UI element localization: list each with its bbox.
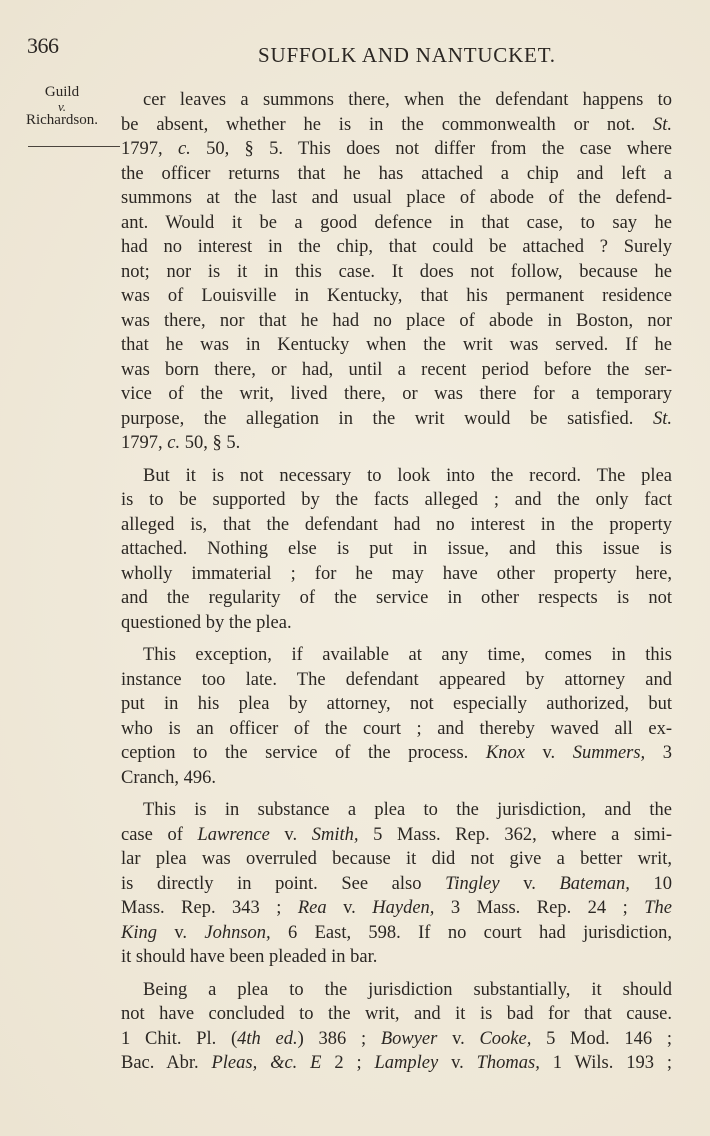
text-line bbox=[121, 211, 672, 236]
text-run: that he was in Kentucky when the writ was served. If he bbox=[121, 335, 672, 355]
italic-text: c. bbox=[177, 139, 191, 159]
italic-text: c. bbox=[167, 433, 181, 453]
italic-text: St. bbox=[652, 408, 672, 429]
text-run: not have concluded to the writ, and it is bad for that cause. bbox=[121, 1004, 672, 1024]
text-line bbox=[121, 921, 672, 946]
italic-text: Cooke, bbox=[479, 1028, 532, 1049]
text-run: case of bbox=[121, 824, 198, 845]
text-run: put in his plea by attorney, not especially authorized, but bbox=[121, 694, 672, 714]
text-line bbox=[121, 186, 672, 211]
text-line bbox=[121, 537, 672, 562]
italic-text: Hayden, bbox=[372, 898, 435, 918]
body-text bbox=[121, 88, 672, 1084]
italic-text: Lampley bbox=[374, 1053, 439, 1073]
text-run: v. bbox=[269, 824, 312, 845]
text-run: is to be supported by the facts alleged ; and the only fact bbox=[121, 490, 672, 510]
margin-rule bbox=[28, 146, 120, 147]
paragraph bbox=[121, 643, 672, 790]
text-run: cer leaves a summons there, when the defendant happens to bbox=[143, 90, 672, 110]
text-run: Bac. Abr. bbox=[121, 1053, 212, 1073]
text-run: 5 Mass. Rep. 362, where a simi- bbox=[358, 824, 672, 845]
text-run: ception to the service of the process. bbox=[121, 743, 486, 763]
text-run: alleged is, that the defendant had no interest in the property bbox=[121, 514, 672, 535]
text-line bbox=[121, 643, 672, 668]
margin-defendant: Richardson. bbox=[25, 112, 99, 128]
text-line bbox=[121, 1051, 672, 1076]
text-run: 1797, bbox=[121, 433, 168, 453]
text-line bbox=[121, 692, 672, 717]
text-run: summons at the last and usual place of abode of the defend- bbox=[121, 188, 672, 208]
running-title: SUFFOLK AND NANTUCKET. bbox=[258, 43, 556, 67]
text-line bbox=[121, 162, 672, 187]
text-run: ) 386 ; bbox=[297, 1028, 381, 1049]
text-run: v. bbox=[437, 1028, 480, 1049]
text-line bbox=[121, 284, 672, 309]
text-run: was there, nor that he had no place of abode in Boston, nor bbox=[121, 310, 672, 331]
text-run: 5 Mod. 146 ; bbox=[531, 1028, 672, 1049]
text-run: wholly immaterial ; for he may have other property here, bbox=[121, 563, 672, 584]
text-line bbox=[121, 847, 672, 872]
italic-text: Lawrence bbox=[197, 824, 270, 845]
text-run: not; nor is it in this case. It does not follow, because he bbox=[121, 261, 672, 282]
text-line bbox=[121, 309, 672, 334]
text-line bbox=[121, 586, 672, 611]
text-line bbox=[121, 464, 672, 489]
text-run: This is in substance a plea to the jurisdiction, and the bbox=[143, 800, 672, 820]
paragraph bbox=[121, 798, 672, 970]
text-run: 50, § 5. bbox=[180, 433, 241, 453]
text-run: 1 Chit. Pl. ( bbox=[121, 1028, 238, 1049]
italic-text: The bbox=[644, 898, 672, 918]
text-line bbox=[121, 1002, 672, 1027]
text-run: Cranch, 496. bbox=[121, 767, 217, 788]
text-line bbox=[121, 260, 672, 285]
page-number: 366 bbox=[27, 33, 59, 58]
text-run: But it is not necessary to look into the record. The plea bbox=[143, 465, 672, 486]
text-line bbox=[121, 896, 672, 921]
text-line bbox=[121, 88, 672, 113]
text-run: had no interest in the chip, that could be attached ? Surely bbox=[121, 237, 672, 257]
text-line bbox=[121, 513, 672, 538]
text-line bbox=[121, 488, 672, 513]
margin-case-note bbox=[0, 84, 124, 129]
margin-versus: v. bbox=[57, 99, 67, 114]
text-line bbox=[121, 562, 672, 587]
text-line bbox=[121, 358, 672, 383]
italic-text: Pleas, &c. E bbox=[211, 1053, 322, 1073]
text-run: 3 bbox=[645, 743, 672, 763]
text-line bbox=[121, 333, 672, 358]
italic-text: Smith, bbox=[311, 824, 359, 845]
text-run: instance too late. The defendant appeared by attorney and bbox=[121, 669, 672, 690]
italic-text: St. bbox=[652, 114, 672, 135]
italic-text: Knox bbox=[485, 743, 525, 763]
text-line bbox=[121, 766, 672, 791]
text-run: 3 Mass. Rep. 24 ; bbox=[434, 898, 645, 918]
italic-text: Rea bbox=[297, 898, 327, 918]
text-run: be absent, whether he is in the commonwealth or not. bbox=[121, 114, 653, 135]
text-run: is directly in point. See also bbox=[121, 873, 446, 894]
text-line bbox=[121, 823, 672, 848]
text-run: attached. Nothing else is put in issue, and this issue is bbox=[121, 539, 672, 559]
text-run: 2 ; bbox=[321, 1053, 375, 1073]
text-run: 1 Wils. 193 ; bbox=[539, 1053, 672, 1073]
text-run: 10 bbox=[629, 873, 672, 894]
text-run: who is an officer of the court ; and thereby waved all ex- bbox=[121, 718, 672, 739]
text-line bbox=[121, 668, 672, 693]
text-line bbox=[121, 235, 672, 260]
text-line bbox=[121, 978, 672, 1003]
text-run: 1797, bbox=[121, 139, 178, 159]
text-line bbox=[121, 382, 672, 407]
italic-text: Thomas, bbox=[476, 1053, 540, 1073]
italic-text: Summers, bbox=[572, 743, 646, 763]
text-run: This exception, if available at any time, comes in this bbox=[143, 645, 672, 665]
text-run: the officer returns that he has attached a chip and left a bbox=[121, 163, 672, 184]
italic-text: Bowyer bbox=[380, 1028, 438, 1049]
text-run: v. bbox=[438, 1053, 477, 1073]
text-line bbox=[121, 945, 672, 970]
text-line bbox=[121, 611, 672, 636]
text-run: ant. Would it be a good defence in that case, to say he bbox=[121, 212, 672, 233]
text-run: Being a plea to the jurisdiction substantially, it should bbox=[143, 979, 672, 1000]
text-run: was of Louisville in Kentucky, that his permanent residence bbox=[121, 286, 672, 306]
text-run: v. bbox=[524, 743, 573, 763]
italic-text: Johnson, bbox=[204, 922, 271, 943]
italic-text: 4th ed. bbox=[237, 1028, 298, 1049]
text-run: and the regularity of the service in other respects is not bbox=[121, 588, 672, 608]
text-run: v. bbox=[499, 873, 560, 894]
text-line bbox=[121, 113, 672, 138]
text-line bbox=[121, 798, 672, 823]
text-run: questioned by the plea. bbox=[121, 612, 292, 633]
text-run: v. bbox=[326, 898, 373, 918]
text-line bbox=[121, 407, 672, 432]
text-line bbox=[121, 741, 672, 766]
text-run: 6 East, 598. If no court had jurisdiction, bbox=[270, 922, 672, 943]
text-line bbox=[121, 431, 672, 456]
text-run: Mass. Rep. 343 ; bbox=[121, 898, 298, 918]
italic-text: King bbox=[121, 922, 157, 943]
paragraph bbox=[121, 464, 672, 636]
text-run: was born there, or had, until a recent period before the ser- bbox=[121, 359, 672, 380]
italic-text: Bateman, bbox=[559, 873, 630, 894]
text-run: v. bbox=[156, 922, 205, 943]
paragraph bbox=[121, 978, 672, 1076]
text-line bbox=[121, 717, 672, 742]
text-run: purpose, the allegation in the writ would be satisfied. bbox=[121, 408, 653, 429]
text-run: vice of the writ, lived there, or was there for a temporary bbox=[121, 384, 672, 404]
margin-plaintiff: Guild bbox=[44, 84, 80, 100]
paragraph bbox=[121, 88, 672, 456]
text-line bbox=[121, 1027, 672, 1052]
text-run: 50, § 5. This does not differ from the case where bbox=[190, 139, 672, 159]
text-run: lar plea was overruled because it did not give a better writ, bbox=[121, 849, 672, 869]
italic-text: Tingley bbox=[445, 873, 500, 894]
text-run: it should have been pleaded in bar. bbox=[121, 947, 378, 967]
text-line bbox=[121, 872, 672, 897]
text-line bbox=[121, 137, 672, 162]
